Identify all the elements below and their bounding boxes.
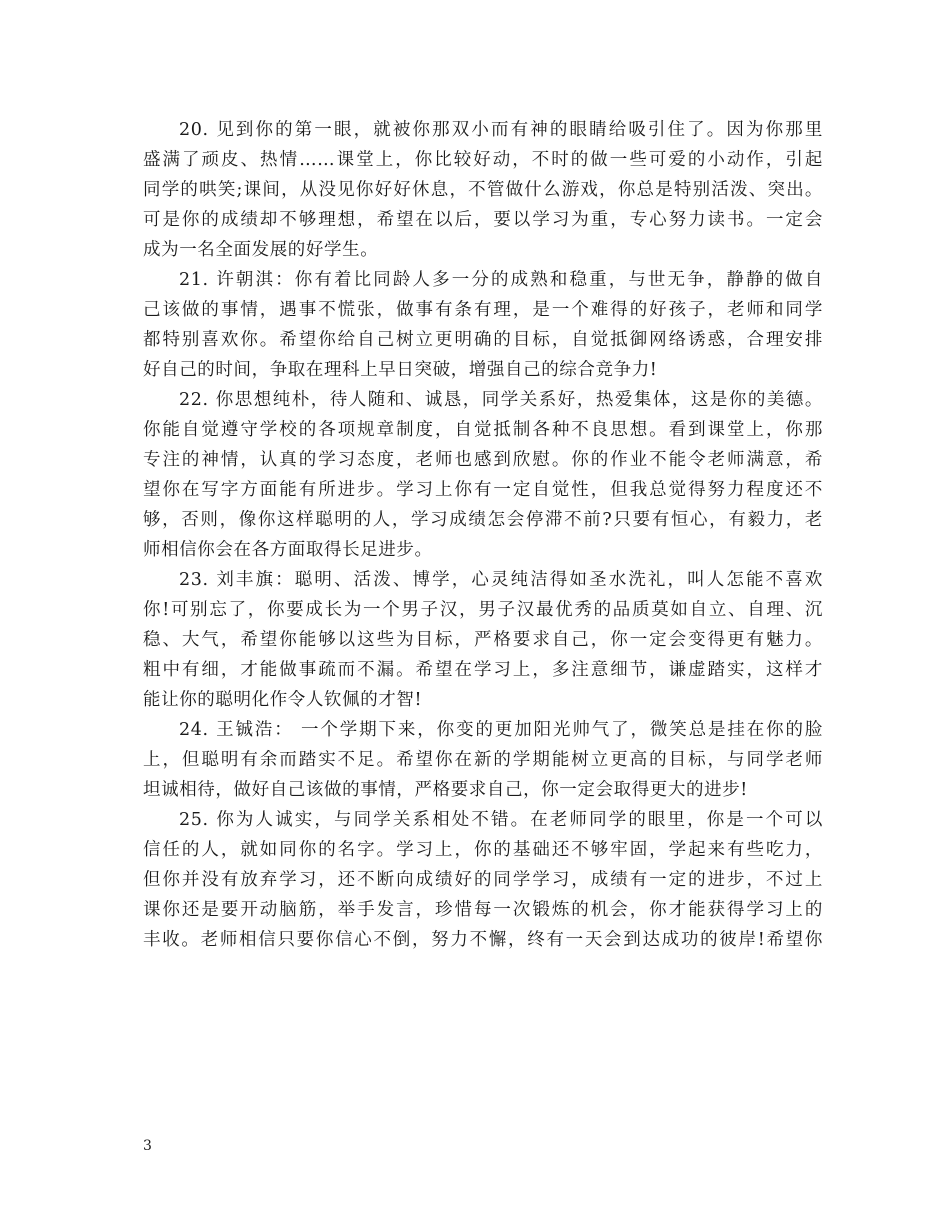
text-line: 24. 王铖浩： 一个学期下来，你变的更加阳光帅气了，微笑总是挂在你的脸 [179,720,823,740]
text-line: 20. 见到你的第一眼，就被你那双小而有神的眼睛给吸引住了。因为你那里 [179,120,823,140]
page-number: 3 [143,1138,152,1154]
text-line: 课你还是要开动脑筋，举手发言，珍惜每一次锻炼的机会，你才能获得学习上的 [143,900,823,920]
text-line: 坦诚相待，做好自己该做的事情，严格要求自己，你一定会取得更大的进步! [143,780,748,800]
text-line: 23. 刘丰旗：聪明、活泼、博学，心灵纯洁得如圣水洗礼，叫人怎能不喜欢 [179,570,823,590]
paragraph-24 [143,715,823,805]
text-line: 丰收。老师相信只要你信心不倒，努力不懈，终有一天会到达成功的彼岸!希望你 [143,930,823,950]
paragraph-22 [143,385,823,565]
text-line: 稳、大气，希望你能够以这些为目标，严格要求自己，你一定会变得更有魅力。 [143,630,823,650]
text-line: 可是你的成绩却不够理想，希望在以后，要以学习为重，专心努力读书。一定会 [143,210,823,230]
paragraph-20 [143,115,823,265]
text-line: 同学的哄笑;课间，从没见你好好休息，不管做什么游戏，你总是特别活泼、突出。 [143,180,823,200]
paragraph-23 [143,565,823,715]
text-line: 盛满了顽皮、热情……课堂上，你比较好动，不时的做一些可爱的小动作，引起 [143,150,823,170]
text-line: 21. 许朝淇：你有着比同龄人多一分的成熟和稳重，与世无争，静静的做自 [179,270,823,290]
text-line: 己该做的事情，遇事不慌张，做事有条有理，是一个难得的好孩子，老师和同学 [143,300,823,320]
text-line: 都特别喜欢你。希望你给自己树立更明确的目标，自觉抵御网络诱惑，合理安排 [143,330,823,350]
text-line: 够，否则，像你这样聪明的人，学习成绩怎会停滞不前?只要有恒心，有毅力，老 [143,510,823,530]
text-line: 信任的人，就如同你的名字。学习上，你的基础还不够牢固，学起来有些吃力， [143,840,823,860]
paragraph-25 [143,805,823,955]
text-line: 你能自觉遵守学校的各项规章制度，自觉抵制各种不良思想。看到课堂上，你那 [143,420,823,440]
text-line: 22. 你思想纯朴，待人随和、诚恳，同学关系好，热爱集体，这是你的美德。 [179,390,823,410]
text-line: 你!可别忘了，你要成长为一个男子汉，男子汉最优秀的品质莫如自立、自理、沉 [143,600,823,620]
text-line: 专注的神情，认真的学习态度，老师也感到欣慰。你的作业不能令老师满意，希 [143,450,823,470]
paragraph-21 [143,265,823,385]
text-line: 能让你的聪明化作令人钦佩的才智! [143,690,423,710]
text-line: 成为一名全面发展的好学生。 [143,240,379,260]
text-line: 师相信你会在各方面取得长足进步。 [143,540,433,560]
text-line: 好自己的时间，争取在理科上早日突破，增强自己的综合竞争力! [143,360,658,380]
text-line: 粗中有细，才能做事疏而不漏。希望在学习上，多注意细节，谦虚踏实，这样才 [143,660,823,680]
text-line: 25. 你为人诚实，与同学关系相处不错。在老师同学的眼里，你是一个可以 [179,810,823,830]
text-line: 望你在写字方面能有所进步。学习上你有一定自觉性，但我总觉得努力程度还不 [143,480,823,500]
text-line: 上，但聪明有余而踏实不足。希望你在新的学期能树立更高的目标，与同学老师 [143,750,823,770]
text-line: 但你并没有放弃学习，还不断向成绩好的同学学习，成绩有一定的进步，不过上 [143,870,823,890]
